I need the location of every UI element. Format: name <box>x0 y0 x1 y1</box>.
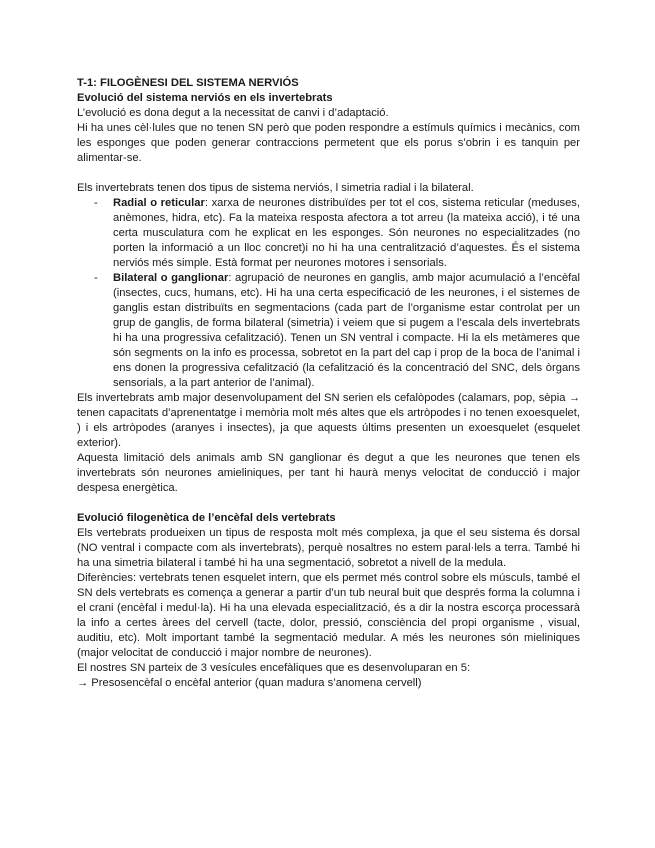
bullet-text: : agrupació de neurones en ganglis, amb major acumulació a l’encèfal (insectes, cucs, humans, etc). Hi ha una certa especificació de les neurones, i el sistemes de ganglis estan distribuïts en segmentacions (cada part de l’organisme estar controlat per un grup de ganglis, de forma bilateral (simetria) i veiem que si pugem a l’escala dels invertebrats hi ha una progressiva cefalització). Tenen un SN ventral i compacte. Hi la els metàmeres que són segments on la info es processa, sobretot en la part del cap i prop de la boca de l’animal i ens donen la progressiva cefalització (la cefalització és la concentració del SNC, dels òrgans sensorials, a la part anterior de l’animal). <box>113 272 580 389</box>
document-page <box>77 76 580 691</box>
bullet-dash: - <box>94 272 98 284</box>
spacer <box>77 166 580 181</box>
paragraph: L’evolució es dona degut a la necessitat de canvi i d’adaptació. <box>77 107 389 119</box>
bullet-dash: - <box>94 197 98 209</box>
page-title: T-1: FILOGÈNESI DEL SISTEMA NERVIÓS <box>77 77 299 89</box>
paragraph: Els invertebrats amb major desenvolupament del SN serien els cefalòpodes (calamars, pop, sèpia → tenen capacitats d’aprenentatge i memòria molt més altes que els artròpodes i no tenen exoesquelet, ) i els artròpodes (aranyes i insectes), ja que aquests últims presenten un exoesquelet (esquelet exterior). <box>77 392 580 449</box>
bullet-text: : xarxa de neurones distribuïdes per tot el cos, sistema reticular (meduses, anèmones, hidra, etc). Fa la mateixa resposta afectora a tot arreu (la mateixa acció), i té una certa musculatura com he explicat en les esponges. Són neurones no especialitzades (no porten la informació a un lloc concret)i no hi ha una centralització d’aquestes. És el sistema nerviós més simple. Està format per neurones motores i sensorials. <box>113 197 580 269</box>
paragraph: El nostres SN parteix de 3 vesícules encefàliques que es desenvoluparan en 5: <box>77 662 471 674</box>
paragraph: Els vertebrats produeixen un tipus de resposta molt més complexa, ja que el seu sistema és dorsal (NO ventral i compacte com als invertebrats), perquè nosaltres no estem paral·lels a terra. També hi ha una simetria bilateral i també hi ha una segmentació, sobretot a nivell de la medula. <box>77 527 580 569</box>
paragraph: Hi ha unes cèl·lules que no tenen SN però que poden respondre a estímuls químics i mecànics, com les esponges que poden generar contraccions permetent que els porus s’obrin i es tanquin per alimentar-se. <box>77 122 580 164</box>
bullet-item-radial <box>77 196 580 271</box>
spacer <box>77 496 580 511</box>
paragraph: Els invertebrats tenen dos tipus de sistema nerviós, l simetria radial i la bilateral. <box>77 182 474 194</box>
paragraph: Aquesta limitació dels animals amb SN ganglionar és degut a que les neurones que tenen els invertebrats són neurones amieliniques, per tant hi haurà menys velocitat de conducció i major despesa energètica. <box>77 452 580 494</box>
paragraph: Diferències: vertebrats tenen esquelet intern, que els permet més control sobre els músculs, també el SN dels vertebrats es comença a generar a partir d’un tub neural buit que després forma la columna i el crani (encèfal i medul·la). Hi ha una elevada especialització, és a dir la nostra escorça processarà la info a certes àrees del cervell (tacte, dolor, pressió, consciència del propi organisme , visual, auditiu, etc). Molt important també la segmentació medular. A més les neurones són mieliniques (major velocitat de conducció i major nombre de neurones). <box>77 572 580 659</box>
paragraph: → Presosencèfal o encèfal anterior (quan madura s’anomena cervell) <box>77 677 422 689</box>
bullet-item-bilateral <box>77 271 580 391</box>
section-heading-vertebrates: Evolució filogenètica de l’encèfal dels vertebrats <box>77 512 336 524</box>
bullet-term: Radial o reticular <box>113 197 205 209</box>
bullet-term: Bilateral o ganglionar <box>113 272 229 284</box>
section-heading-invertebrates: Evolució del sistema nerviós en els invertebrats <box>77 92 333 104</box>
